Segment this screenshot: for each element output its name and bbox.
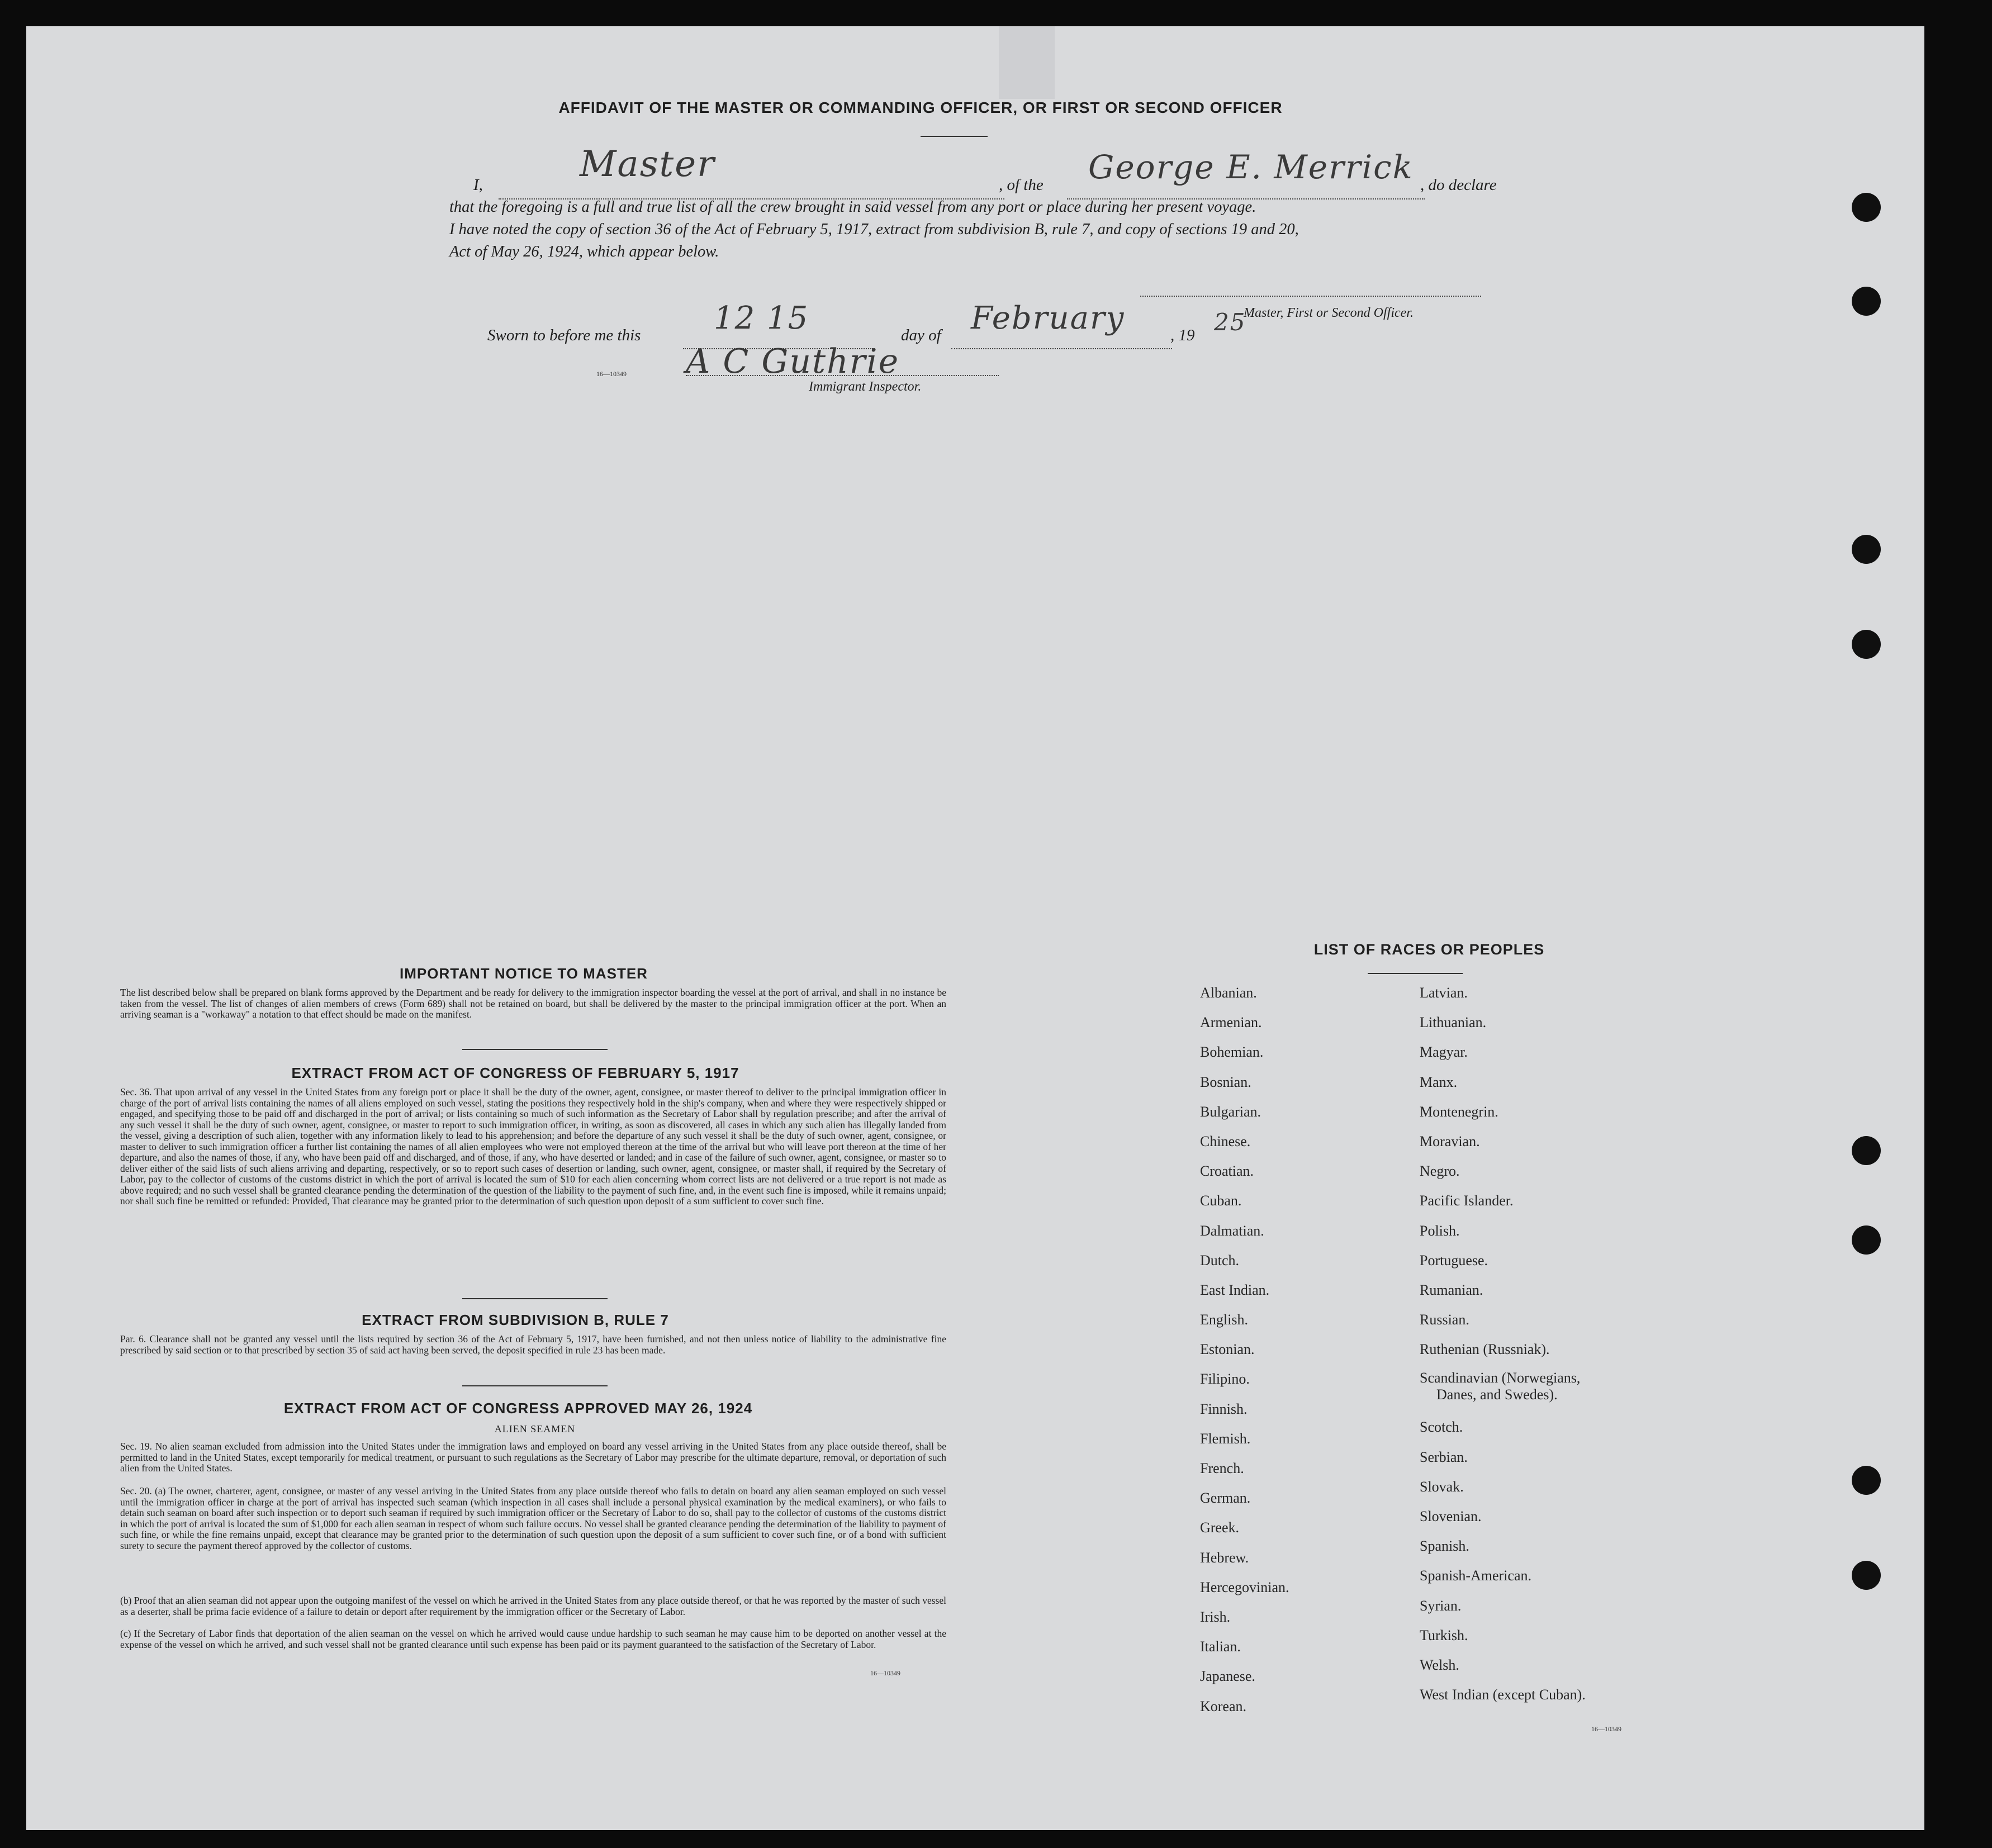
race-item: German.	[1200, 1490, 1251, 1507]
race-item: Spanish-American.	[1420, 1567, 1532, 1584]
handwritten-inspector-signature: A C Guthrie	[686, 342, 900, 381]
punch-hole	[1852, 1466, 1881, 1495]
races-title-underline	[1368, 973, 1463, 974]
race-item: Spanish.	[1420, 1538, 1469, 1555]
race-item: Negro.	[1420, 1163, 1460, 1180]
races-title: LIST OF RACES OR PEOPLES	[1313, 941, 1545, 958]
affidavit-form-number: 16—10349	[596, 370, 627, 378]
vessel-blank[interactable]	[1067, 184, 1425, 199]
title-underline	[921, 136, 988, 137]
handwritten-day: 12 15	[714, 300, 809, 336]
punch-hole	[1852, 535, 1881, 564]
inspector-caption: Immigrant Inspector.	[809, 379, 922, 394]
race-item: Manx.	[1420, 1073, 1458, 1090]
master-signature-line[interactable]	[1140, 293, 1481, 297]
document-page	[26, 26, 1924, 1830]
punch-hole	[1852, 287, 1881, 316]
race-item: Danes, and Swedes).	[1436, 1386, 1558, 1403]
race-item: Japanese.	[1200, 1668, 1255, 1685]
race-item: West Indian (except Cuban).	[1420, 1687, 1586, 1703]
race-item: Lithuanian.	[1420, 1014, 1487, 1031]
races-form-number: 16—10349	[1591, 1725, 1621, 1733]
race-item: Slovak.	[1420, 1478, 1464, 1495]
race-item: Pacific Islander.	[1420, 1193, 1514, 1209]
race-item: Filipino.	[1200, 1371, 1250, 1388]
race-item: Portuguese.	[1420, 1252, 1488, 1269]
race-item: Korean.	[1200, 1698, 1247, 1714]
handwritten-month: February	[971, 300, 1125, 336]
extract-1917-title: EXTRACT FROM ACT OF CONGRESS OF FEBRUARY 5, 1917	[291, 1065, 739, 1081]
race-item: Italian.	[1200, 1638, 1241, 1655]
race-item: French.	[1200, 1460, 1244, 1476]
sworn-prefix: Sworn to before me this	[487, 326, 641, 344]
extract-rule7-body: Par. 6. Clearance shall not be granted any vessel until the lists required by section 36 of the Act of February 5, 1917, have been furnished, and not then unless notice of liability to the administrative fine prescribed by said section or to that prescribed by section 35 of said act having been served, the deposit specified in rule 23 has been made.	[120, 1333, 946, 1356]
extract-1924-sec20b: (b) Proof that an alien seaman did not appear upon the outgoing manifest of the vessel on which he arrived in the United States from any place outside thereof, or that he was reported by the master of such vessel as a deserter, shall be prima facie evidence of a failure to detain or deport after requirement by the immigration officer or the Secretary of Labor.	[120, 1595, 946, 1617]
race-item: Chinese.	[1200, 1133, 1251, 1149]
name-blank[interactable]	[499, 184, 1004, 199]
race-item: Estonian.	[1200, 1341, 1255, 1358]
race-item: Croatian.	[1200, 1163, 1254, 1180]
race-item: Scotch.	[1420, 1419, 1463, 1436]
race-item: Ruthenian (Russniak).	[1420, 1341, 1550, 1358]
extract-1924-sec20a: Sec. 20. (a) The owner, charterer, agent, consignee, or master of any vessel arriving in the United States from any place outside thereof who fails to detain on board any alien seaman employed on such vessel until the immigration officer in charge at the port of arrival has inspected such seaman (which inspection in all cases shall include a personal physical examination by the medical examiners), or who fails to detain such seaman on board after such inspection or to deport such seaman if required by such immigration officer or the Secretary of Labor to do so, shall pay to the collector of customs of the customs district in which the port of arrival is located the sum of $1,000 for each alien seaman in respect of whom such failure occurs. No vessel shall be granted clearance pending the determination of the liability to payment of such fine, or while the fine remains unpaid, except that clearance may be granted prior to the determination of such question upon the deposit of a sum sufficient to cover such fine, or of a bond with sufficient surety to secure the payment thereof approved by the collector of customs.	[120, 1485, 946, 1551]
affidavit-line-2: that the foregoing is a full and true list of all the crew brought in said vessel from any port or place during her present voyage.	[449, 198, 1256, 216]
extract-rule7-title: EXTRACT FROM SUBDIVISION B, RULE 7	[362, 1312, 669, 1328]
race-item: Scandinavian (Norwegians,	[1420, 1370, 1581, 1386]
handwritten-master: Master	[580, 144, 715, 185]
race-item: Magyar.	[1420, 1044, 1468, 1061]
race-item: Latvian.	[1420, 985, 1468, 1001]
race-item: Slovenian.	[1420, 1508, 1482, 1524]
inspector-signature-line[interactable]	[686, 374, 999, 376]
notice-title: IMPORTANT NOTICE TO MASTER	[400, 965, 648, 982]
race-item: East Indian.	[1200, 1281, 1270, 1298]
races-left-column	[1200, 978, 1412, 1721]
race-item: Greek.	[1200, 1519, 1240, 1536]
handwritten-year: 25	[1214, 308, 1246, 336]
race-item: Flemish.	[1200, 1430, 1251, 1447]
master-signature-caption: Master, First or Second Officer.	[1244, 306, 1414, 320]
race-item: Finnish.	[1200, 1400, 1248, 1417]
race-item: Irish.	[1200, 1608, 1231, 1625]
race-item: Bosnian.	[1200, 1073, 1251, 1090]
punch-hole	[1852, 1561, 1881, 1590]
extract-1924-sec19: Sec. 19. No alien seaman excluded from admission into the United States under the immigration laws and employed on board any vessel arriving in the United States from any place outside thereof, shall be permitted to land in the United States, except temporarily for medical treatment, or pursuant to such regulations as the Secretary of Labor may prescribe for the ultimate departure, removal, or deportation of such alien from the United States.	[120, 1441, 946, 1474]
notice-body: The list described below shall be prepared on blank forms approved by the Department and be ready for delivery to the immigration inspector boarding the vessel at the port of arrival, and shall in no instance be taken from the vessel. The list of changes of alien members of crews (Form 689) shall not be retained on board, but shall be delivered by the master to the principal immigration officer at the port. When an arriving seaman is a "workaway" a notation to that effect should be made on the manifest.	[120, 987, 946, 1020]
affidavit-of-the: , of the	[999, 176, 1044, 194]
race-item: Moravian.	[1420, 1133, 1480, 1149]
race-item: English.	[1200, 1312, 1248, 1328]
race-item: Serbian.	[1420, 1448, 1468, 1465]
race-item: Dutch.	[1200, 1252, 1240, 1269]
race-item: Cuban.	[1200, 1193, 1242, 1209]
race-item: Russian.	[1420, 1312, 1469, 1328]
divider	[462, 1298, 608, 1299]
extract-form-number: 16—10349	[870, 1669, 900, 1677]
race-item: Rumanian.	[1420, 1281, 1483, 1298]
race-item: Hercegovinian.	[1200, 1579, 1289, 1595]
affidavit-title: AFFIDAVIT OF THE MASTER OR COMMANDING OFFICER, OR FIRST OR SECOND OFFICER	[558, 99, 1283, 116]
punch-hole	[1852, 630, 1881, 659]
race-item: Albanian.	[1200, 985, 1257, 1001]
race-item: Hebrew.	[1200, 1549, 1249, 1566]
affidavit-line-3: I have noted the copy of section 36 of the Act of February 5, 1917, extract from subdivision B, rule 7, and copy of sections 19 and 20,	[449, 221, 1299, 238]
race-item: Montenegrin.	[1420, 1103, 1498, 1120]
race-item: Dalmatian.	[1200, 1222, 1264, 1239]
affidavit-prefix: I,	[473, 176, 483, 194]
race-item: Turkish.	[1420, 1627, 1468, 1643]
affidavit-declare: , do declare	[1420, 176, 1497, 194]
sworn-year-prefix: , 19	[1170, 326, 1195, 344]
extract-1924-sec20c: (c) If the Secretary of Labor finds that deportation of the alien seaman on the vessel on which he arrived would cause undue hardship to such seaman he may cause him to be deported on another vessel at the expense of the vessel on which he arrived, and such vessel shall not be granted clearance until such expense has been paid or its payment guaranteed to the satisfaction of the Secretary of Labor.	[120, 1628, 946, 1650]
punch-hole	[1852, 1225, 1881, 1255]
races-right-column	[1420, 978, 1699, 1709]
race-item: Welsh.	[1420, 1656, 1459, 1673]
affidavit-line-4: Act of May 26, 1924, which appear below.	[449, 243, 719, 260]
punch-hole	[1852, 1136, 1881, 1165]
extract-1917-body: Sec. 36. That upon arrival of any vessel in the United States from any foreign port or place it shall be the duty of the owner, agent, consignee, or master thereof to deliver to the principal immigration officer in charge of the port of arrival lists containing the names of all aliens employed on such vessel, stating the positions they respectively hold in the ship's company, when and where they were respectively shipped or engaged, and specifying those to be paid off and discharged in the port of arrival; or lists containing so much of such information as the Secretary of Labor shall by regulation prescribe; and after the arrival of any such vessel it shall be the duty of such owner, agent, consignee, or master to report to such immigration officer, in writing, as soon as discovered, all cases in which any such alien has illegally landed from the vessel, giving a description of such alien, together with any information likely to lead to his apprehension; and before the departure of any such vessel it shall be the duty of such owner, agent, consignee, or master to deliver to such immigration officer a further list containing the names of all alien employees who were not employed thereon at the time of the arrival but who will leave port thereon at the time of her departure, and also the names of those, if any, who have been paid off and discharged, and of those, if any, who have deserted or landed; and in case of the failure of such owner, agent, consignee, or master so to deliver either of the said lists of such aliens arriving and departing, respectively, or so to report such cases of desertion or landing, such owner, agent, consignee, or master shall, if required by the Secretary of Labor, pay to the collector of customs of the customs district in which the port of arrival is located the sum of $10 for each alien concerning whom correct lists are not delivered or a true report is not made as above required; and no such vessel shall be granted clearance pending the determination of the question of the liability to the payment of such fine, and, in the event such fine is imposed, while it remains unpaid; nor shall such fine be remitted or refunded: Provided, That clearance may be granted prior to the determination of such question upon deposit of a sum sufficient to cover such fine.	[120, 1086, 946, 1206]
race-item: Bohemian.	[1200, 1044, 1264, 1061]
tape-mark	[999, 26, 1055, 99]
extract-1924-subtitle: ALIEN SEAMEN	[494, 1423, 576, 1434]
sworn-day-of: day of	[901, 326, 941, 344]
race-item: Armenian.	[1200, 1014, 1262, 1031]
race-item: Syrian.	[1420, 1597, 1462, 1614]
handwritten-vessel-name: George E. Merrick	[1088, 148, 1414, 186]
race-item: Bulgarian.	[1200, 1103, 1261, 1120]
race-item: Polish.	[1420, 1222, 1460, 1239]
divider	[462, 1049, 608, 1050]
extract-1924-title: EXTRACT FROM ACT OF CONGRESS APPROVED MAY 26, 1924	[283, 1400, 753, 1417]
punch-hole	[1852, 193, 1881, 222]
divider	[462, 1385, 608, 1386]
